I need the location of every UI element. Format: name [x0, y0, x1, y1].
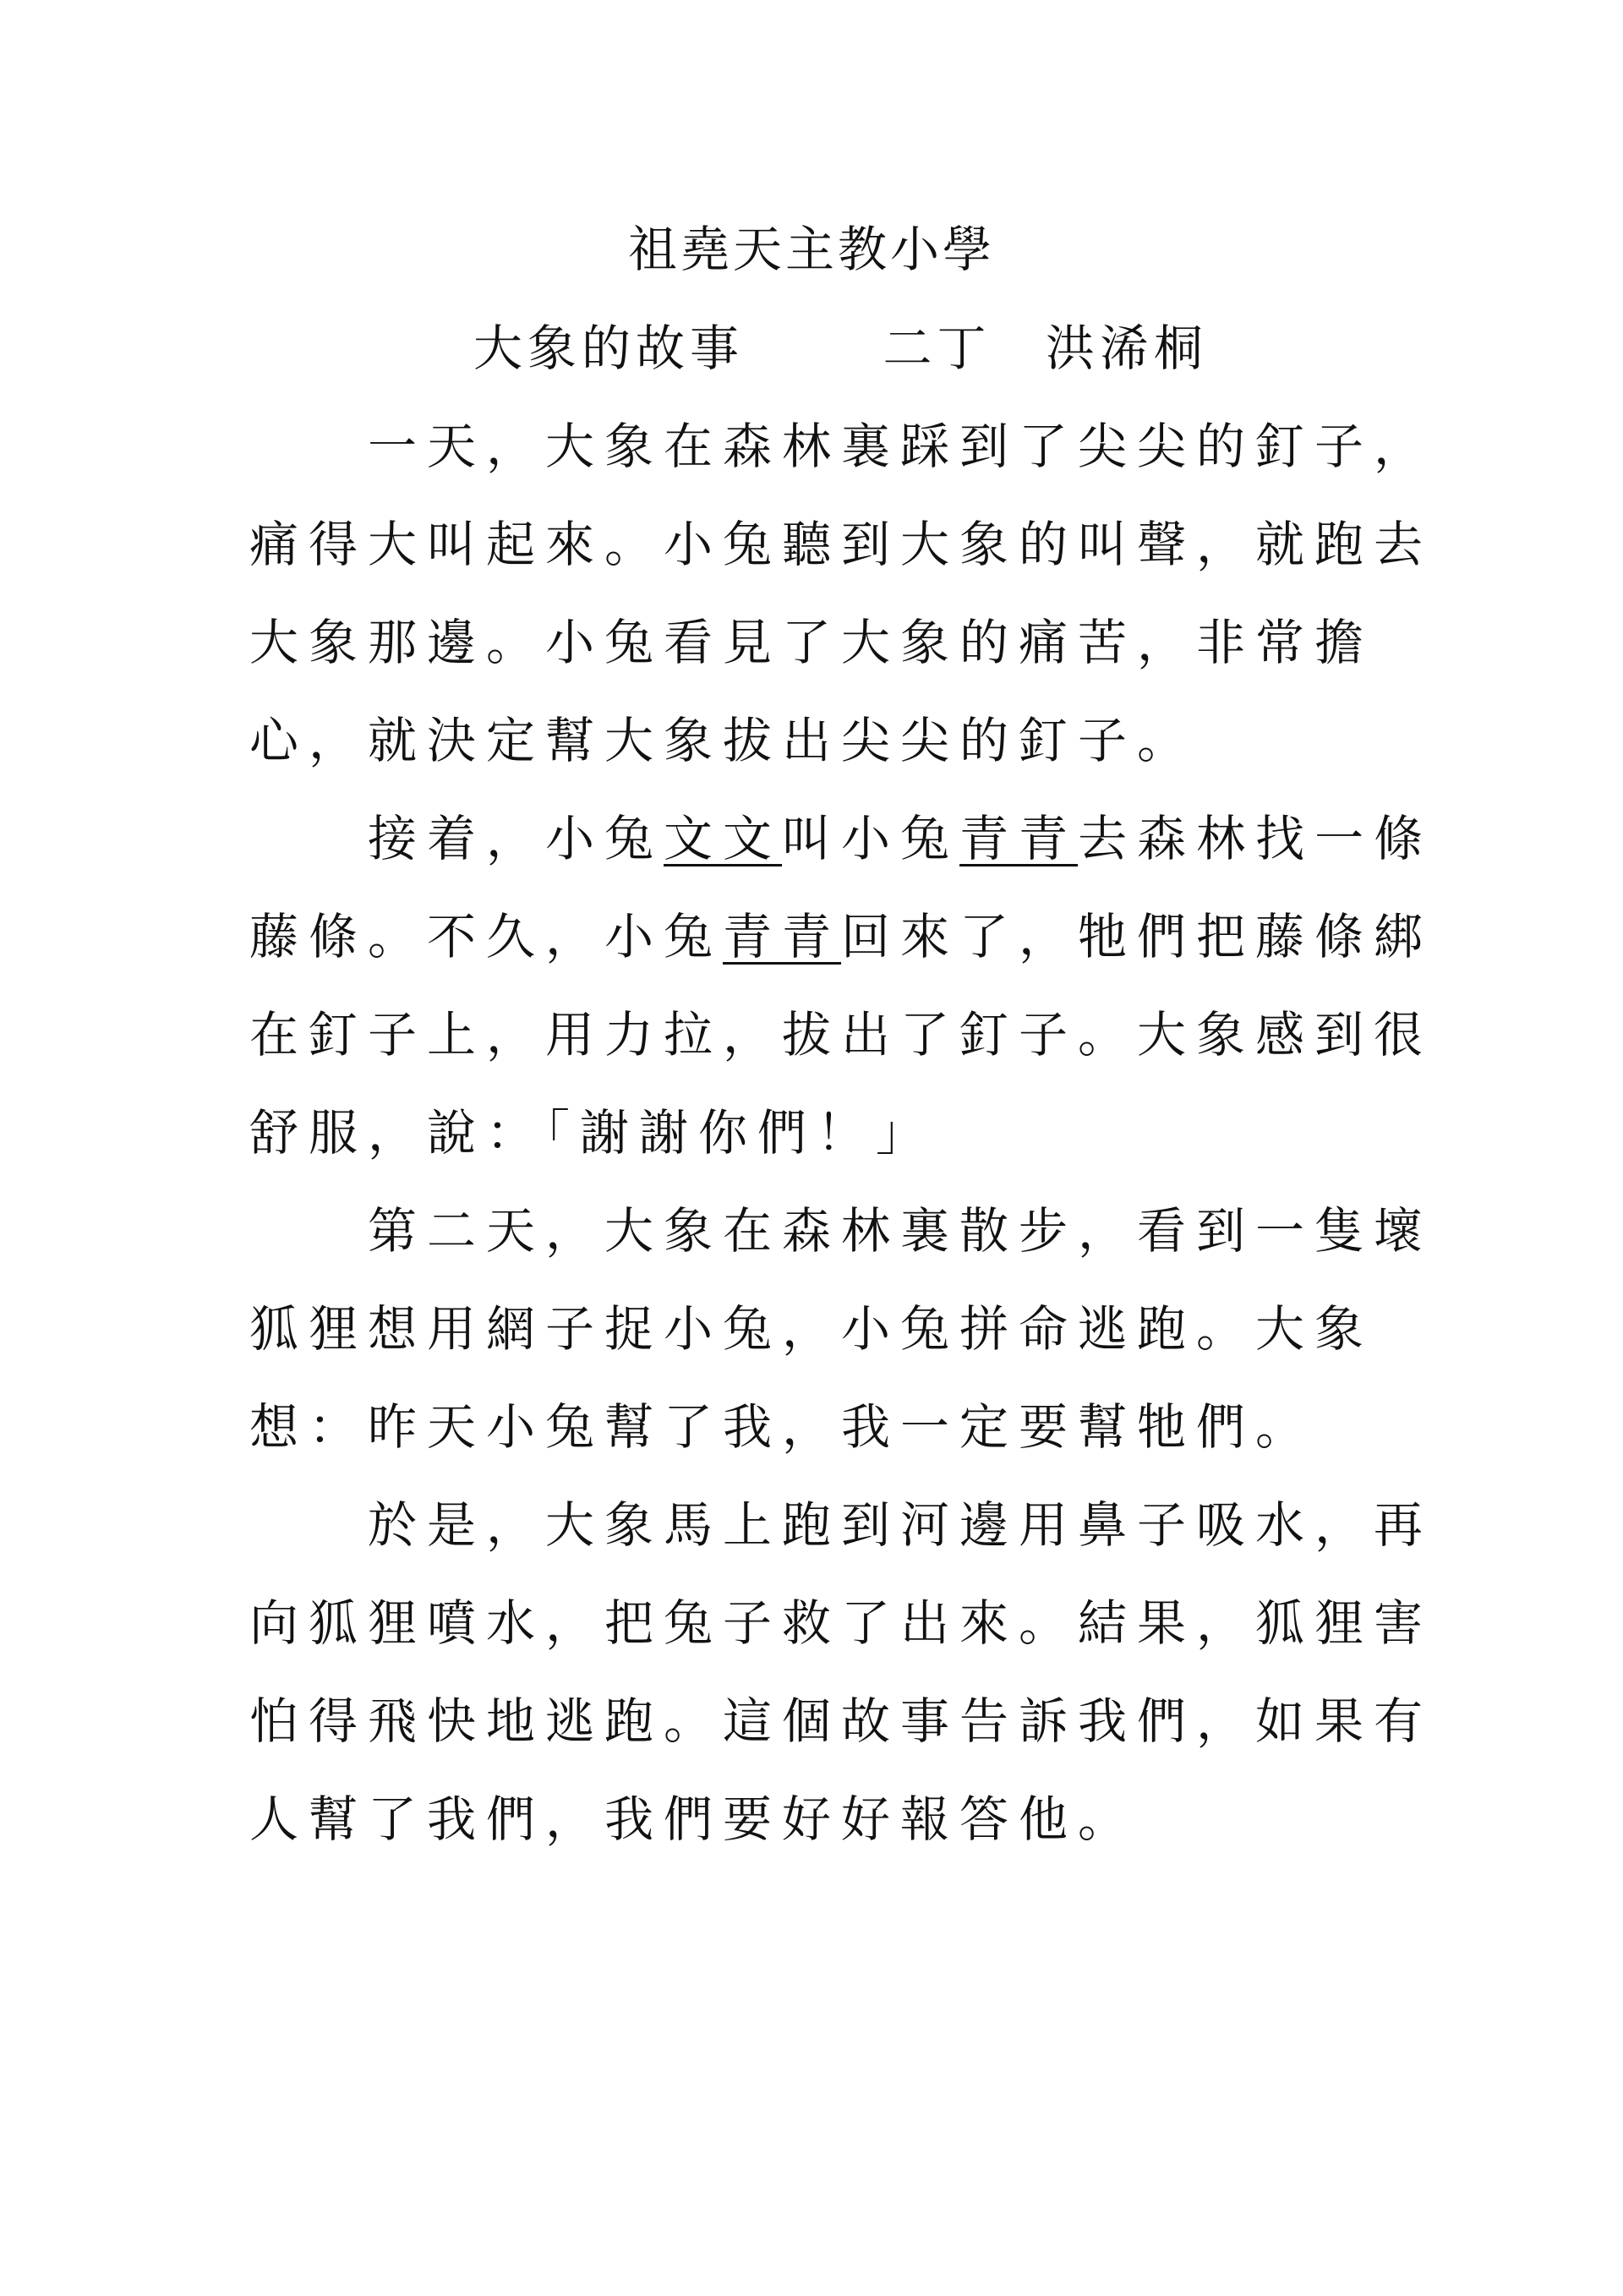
name-qingqing: 青青: [723, 908, 842, 965]
paragraph-2-line-3: 在釘子上，用力拉，拔出了釘子。大象感到很: [249, 1006, 1434, 1063]
title-line: [473, 314, 1208, 382]
paragraph-1-line-3: 大象那邊。小兔看見了大象的痛苦，非常擔: [249, 614, 1374, 671]
paragraph-2-line-1: [368, 805, 1433, 872]
story-title: 大象的故事: [473, 320, 745, 377]
paragraph-3-line-1: 第二天，大象在森林裏散步，看到一隻壞: [368, 1202, 1434, 1260]
paragraph-2-line-2: [249, 903, 1433, 970]
paragraph-1-line-4: 心，就決定幫大象拔出尖尖的釘子。: [249, 712, 1197, 769]
author-info: [883, 320, 1207, 377]
name-wenwen: 文文: [664, 810, 783, 867]
author-class: 二丁: [883, 320, 992, 377]
school-name: 祖堯天主教小學: [627, 221, 995, 278]
text-segment: 回來了，牠們把藤條綁: [841, 908, 1434, 965]
paragraph-3-line-2: 狐狸想用網子捉小兔，小兔拼命逃跑。大象: [249, 1300, 1374, 1358]
paragraph-4-line-3: 怕得飛快地逃跑。這個故事告訴我們，如果有: [249, 1692, 1434, 1750]
paragraph-4-line-2: 向狐狸噴水，把兔子救了出來。結果，狐狸害: [249, 1594, 1434, 1652]
text-segment: 去森林找一條: [1078, 810, 1434, 867]
paragraph-1-line-2: 痛得大叫起來。小兔聽到大象的叫聲，就跑去: [249, 516, 1434, 573]
name-qingqing: 青青: [959, 810, 1079, 867]
paragraph-4-line-1: 於是，大象馬上跑到河邊用鼻子吸水，再: [368, 1496, 1434, 1554]
paragraph-2-line-4: 舒服，說：「謝謝你們！」: [249, 1104, 936, 1162]
paragraph-4-line-4: 人幫了我們，我們要好好報答他。: [249, 1790, 1138, 1848]
paragraph-1-line-1: 一天，大象在森林裏踩到了尖尖的釘子，: [368, 418, 1434, 475]
text-segment: 藤條。不久，小兔: [249, 908, 724, 965]
text-segment: 接着，小兔: [368, 810, 664, 867]
paragraph-3-line-3: 想：昨天小兔幫了我，我一定要幫牠們。: [249, 1398, 1315, 1456]
author-name: 洪浠桐: [1045, 320, 1208, 377]
text-segment: 叫小兔: [782, 810, 960, 867]
